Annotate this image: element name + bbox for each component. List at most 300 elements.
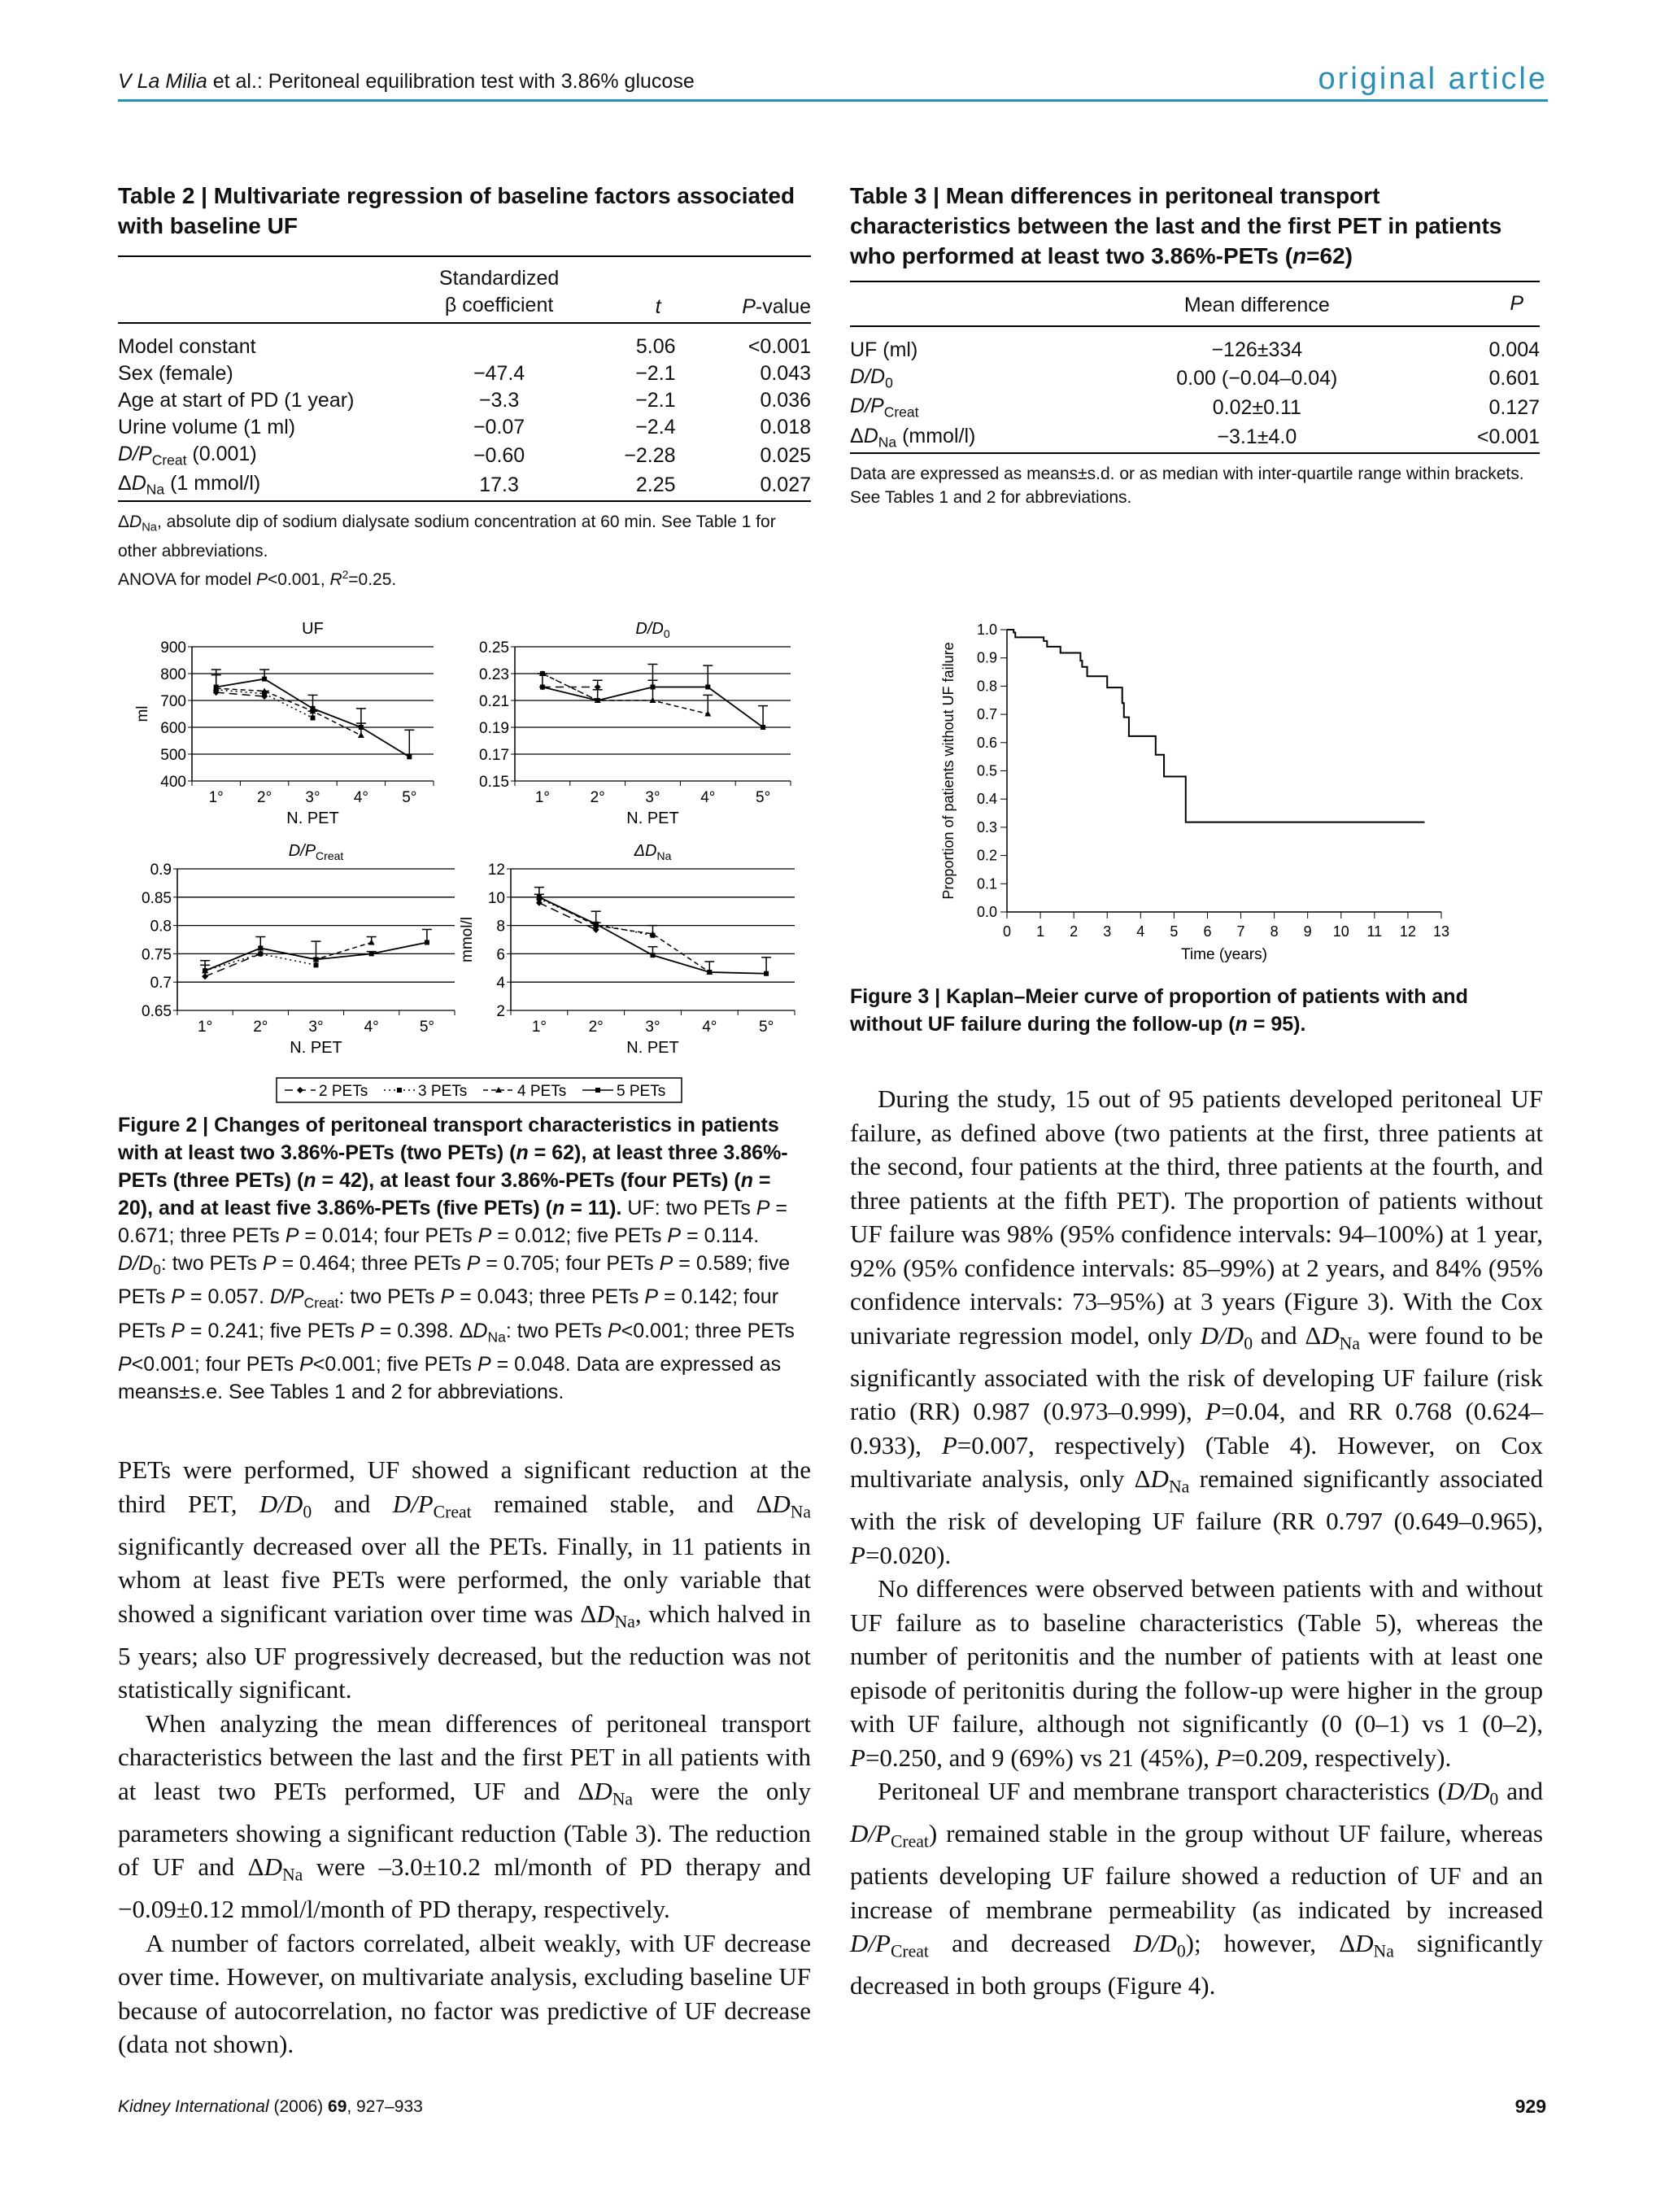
text-run: =0.020). [865,1540,952,1569]
table-row [850,393,1540,422]
x-tick-label: 4° [364,1019,379,1036]
mean-difference-cell: −126±334 [1211,338,1303,361]
row-label [850,393,1057,422]
text-run: D/P [850,1929,891,1957]
text-run: = 0.014; four PETs [299,1224,478,1247]
x-tick-label: 0 [1002,923,1012,940]
text-run: =0.25. [348,570,397,590]
header-title: et al.: Peritoneal equilibration test with 3.86% glucose [207,70,695,93]
text-run: D [594,1776,612,1805]
text-run: = 0.142; four PETs [118,1285,779,1342]
table-row [850,326,1540,364]
x-tick-label: 8 [1270,923,1279,940]
text-run: During the study, 15 out of 95 patients developed peritoneal UF failure, as defined above (two patients at the first, three patients at the second, four patients at the third, three patients at the fourth, and three patients at the fifth PET). The proportion of patients without UF failure was 98% (95% confidence intervals: 94–100%) at 1 year, 92% (95% confidence intervals: 85–99%) at 2 years, and 84% (95% confidence intervals: 73–95%) at 3 years (Figure 3). With the Cox univariate regression model, only [850,1084,1543,1350]
col-header-beta-1: Standardized [438,267,560,290]
y-tick-label: 0.3 [976,818,997,835]
paragraph [850,1082,1543,1572]
y-tick-label: 900 [160,639,186,657]
text-run: D/D [259,1489,303,1518]
y-tick-label: 0.85 [142,889,172,907]
y-tick-label: 0.7 [976,706,997,723]
body-left-column [118,1453,811,2061]
text-run: A number of factors correlated, albeit weakly, with UF decrease over time. However, on multivariate analysis, excluding baseline UF because of autocorrelation, no factor was predictive of UF decrease (data not shown). [118,1928,811,2058]
text-run: n [551,1197,565,1219]
text-run: Creat [890,1831,929,1852]
text-run: D [473,1319,488,1342]
y-axis-label: Proportion of patients without UF failure [940,642,957,900]
table-2 [118,181,811,591]
text-run: P [171,1285,185,1309]
text-run: n [1292,243,1307,268]
text-run: D [1150,1464,1169,1493]
text-run: Δ [118,472,132,495]
x-tick-label: 3° [308,1019,324,1036]
text-run: (1 mmol/l) [164,472,261,495]
text-run: D/P [269,1285,304,1309]
text-run: D [131,472,146,495]
text-run: Na [146,481,165,498]
text-run: Na [614,1612,635,1631]
text-run: Na [790,1502,811,1521]
row-label [118,470,423,500]
paragraph [850,1572,1543,1774]
beta-cell: −3.3 [478,389,520,412]
y-tick-label: 0.23 [479,666,509,683]
paragraph [850,1774,1543,2003]
text-run: P [440,1285,455,1309]
text-run: Figure 2 | Changes of peritoneal transport characteristics in patients with at least two 3.86%-PETs (two PETs) ( [118,1114,779,1164]
text-run: = 42), at least four 3.86%-PETs (four PETs) ( [316,1169,741,1192]
legend-label: 2 PETs [319,1083,368,1100]
text-run: P [118,1352,132,1376]
table-note [118,510,811,563]
text-run: Data are expressed as means±s.d. or as median with inter-quartile range within brackets. [850,464,1524,483]
row-label [118,414,423,441]
text-run: =0.209, respectively). [1231,1743,1452,1772]
text-run: 0 [303,1502,312,1521]
text-run: were the only parameters showing a significant reduction (Table 3). The reduction of UF and Δ [118,1776,811,1881]
table-note [850,486,1540,509]
p-value-cell: 0.043 [760,362,811,385]
t-cell: −2.4 [635,416,676,438]
x-tick-label: 11 [1366,923,1383,940]
text-run: = 0.705; four PETs [480,1252,660,1275]
text-run: When analyzing the mean differences of peritoneal transport characteristics between the last and the first PET in all patients with at least two PETs performed, UF and Δ [118,1708,811,1805]
col-header-mean: Mean difference [1183,294,1330,316]
body-right-column [850,1082,1543,2003]
text-run: P [360,1319,374,1342]
p-value-cell: 0.027 [760,473,811,496]
beta-cell: −0.07 [473,416,525,438]
y-tick-label: 0.9 [150,862,172,879]
section-label: original article [1318,62,1548,96]
text-run: n [1235,1013,1248,1036]
p-value-cell: 0.601 [1488,366,1540,390]
text-run: = 0.398. Δ [373,1319,473,1342]
y-axis-label: mmol/l [459,917,476,962]
text-run: 0 [1244,1333,1253,1353]
title-subscript: Creat [316,849,344,862]
mean-difference-cell: −3.1±4.0 [1217,425,1297,449]
p-value-cell: <0.001 [747,335,811,358]
text-run: <0.001; three PETs [621,1319,795,1342]
x-tick-label: 2° [253,1019,268,1036]
x-tick-label: 4° [702,1019,717,1036]
text-run: Creat [303,1294,339,1311]
y-tick-label: 0.9 [976,649,997,666]
journal-year: (2006) [268,2097,329,2116]
text-run: Creat [883,404,919,421]
text-run: Na [142,520,157,534]
text-run: Model constant [118,335,256,358]
text-run: P [171,1319,185,1342]
x-tick-label: 5 [1170,923,1179,940]
p-value-cell: 0.018 [760,416,811,438]
text-run: : two PETs [505,1319,608,1342]
y-axis-label: ml [134,705,151,722]
text-run: : two PETs [160,1252,263,1275]
text-run: 0 [1489,1789,1499,1809]
text-run: P [262,1252,277,1275]
col-header-p: P [1510,292,1523,315]
text-run: and Δ [1253,1320,1322,1350]
text-run: P [667,1224,682,1247]
x-tick-label: 2 [1070,923,1079,940]
series-line-4-pets [216,688,361,735]
x-axis-label: N. PET [290,1039,342,1057]
text-run: significantly decreased in both groups (Figure 4). [850,1929,1543,2000]
text-run: =62) [1306,243,1353,268]
x-axis-label: N. PET [286,809,339,827]
x-tick-label: 3 [1103,923,1112,940]
text-run: were found to be significantly associated with the risk of developing UF failure (risk ratio (RR) 0.987 (0.973–0.999), [850,1320,1543,1425]
x-tick-label: 4 [1136,923,1145,940]
title-text: UF [302,620,324,638]
p-italic: P [742,295,756,318]
title-subscript: Na [656,849,672,862]
text-run: P [1215,1743,1231,1772]
text-run: =0.04, and RR 0.768 (0.624–0.933), [850,1397,1543,1459]
text-run: , which halved in 5 years; also UF progressively decreased, but the reduction was not statistically significant. [118,1599,811,1704]
text-run: 0 [153,1261,161,1278]
text-run: = 0.464; three PETs [276,1252,467,1275]
text-run: n [740,1169,753,1192]
legend-label: 4 PETs [517,1083,567,1100]
text-run: and [1498,1777,1543,1805]
text-run: P [941,1430,957,1459]
mean-difference-cell: 0.02±0.11 [1212,395,1301,419]
text-run: P [477,1352,491,1376]
row-label [118,323,423,360]
row-label [850,326,1057,364]
table-3-caption [850,181,1540,271]
table-3-notes [850,462,1540,509]
text-run: n [516,1141,529,1164]
y-tick-label: 0.17 [479,747,509,764]
text-run: = 0.012; five PETs [491,1224,668,1247]
text-run: P [644,1285,659,1309]
chart-title [302,620,324,638]
y-tick-label: 0.21 [479,693,509,710]
text-run: P [850,1540,865,1569]
text-run: R [329,570,342,590]
text-run: P [756,1197,770,1219]
text-run: <0.001, [268,570,330,590]
text-run: Urine volume (1 ml) [118,416,296,438]
table-2-notes [118,510,811,592]
text-run: D/P [850,1819,891,1848]
text-run: Table 2 | Multivariate regression of baseline factors associated with baseline UF [118,183,795,238]
survival-curve [1007,630,1424,822]
t-cell: −2.1 [635,362,676,385]
text-run: D/D [850,365,886,388]
x-tick-label: 5° [419,1019,434,1036]
x-tick-label: 1° [534,789,550,806]
title-text: ΔD [634,842,657,860]
data-point [595,1088,600,1093]
table-row [850,364,1540,393]
text-run: P [256,570,268,590]
paragraph [118,1926,811,2061]
series-line-4-pets [539,897,709,972]
t-cell: 5.06 [635,335,676,358]
t-cell: −2.28 [624,443,676,467]
col-header-beta-2: β coefficient [444,294,554,316]
p-value-cell: 0.036 [760,389,811,412]
x-tick-label: 2° [590,789,605,806]
x-tick-label: 4° [700,789,716,806]
beta-cell [423,323,575,360]
text-run: D [863,424,878,447]
chart-title [635,620,669,640]
paragraph [118,1453,811,1707]
y-tick-label: 8 [496,918,505,936]
data-point [258,951,263,956]
table-3 [850,181,1540,509]
x-tick-label: 3° [305,789,320,806]
x-tick-label: 4° [353,789,368,806]
x-tick-label: 7 [1236,923,1245,940]
y-tick-label: 12 [487,862,505,879]
text-run: significantly decreased over all the PETs. Finally, in 11 patients in whom at least five PETs were performed, the only variable that showed a significant variation over time was Δ [118,1531,811,1628]
x-axis-label: Time (years) [1181,946,1267,963]
row-label [118,387,423,414]
title-text: D/D [635,620,664,638]
text-run: Δ [118,512,130,531]
text-run: <0.001; four PETs [131,1352,300,1376]
table-3-grid [850,281,1540,454]
data-point [397,1088,402,1093]
table-row [118,414,811,441]
text-run: remained stable, and Δ [471,1489,773,1518]
table-row [118,323,811,360]
text-run: P [607,1319,621,1342]
text-run: Creat [433,1502,472,1521]
text-run: D [264,1852,282,1881]
text-run: = 0.671; three PETs [118,1197,788,1247]
beta-cell: −0.60 [473,443,525,467]
x-tick-label: 3° [645,1019,660,1036]
t-cell: −2.1 [635,389,676,412]
y-tick-label: 800 [160,666,186,683]
text-run: (0.001) [186,443,257,465]
x-tick-label: 6 [1203,923,1212,940]
x-tick-label: 5° [756,789,771,806]
row-label [850,423,1057,453]
text-run: = 11). [564,1197,622,1219]
text-run: D/P [850,395,884,418]
y-tick-label: 0.15 [479,774,509,791]
y-tick-label: 0.1 [976,875,997,892]
table-note [118,563,811,591]
text-run: and decreased [928,1929,1134,1957]
journal-name: Kidney International [118,2097,269,2116]
text-run: Peritoneal UF and membrane transport characteristics ( [878,1777,1446,1805]
y-tick-label: 6 [496,946,505,964]
p-value-cell: <0.001 [1476,425,1540,449]
header-rule [118,99,1548,102]
table-row [118,360,811,387]
table-row [118,441,811,470]
y-tick-label: 0.7 [150,975,172,993]
text-run: D [1321,1320,1340,1350]
col-header-p [694,292,811,323]
text-run: <0.001; five PETs [312,1352,477,1376]
x-tick-label: 1° [531,1019,547,1036]
text-run: D/D [118,1252,154,1275]
text-run: = 0.057. [184,1285,270,1309]
text-run: UF (ml) [850,338,918,361]
text-run: Creat [151,452,187,469]
text-run: = 0.589; five PETs [118,1252,791,1309]
text-run: P [285,1224,299,1247]
col-header-t: t [655,295,661,318]
p-value-cell: 0.004 [1488,338,1540,361]
y-tick-label: 400 [160,774,186,791]
y-tick-label: 0.8 [150,918,172,936]
text-run: = 20), and at least five 3.86%-PETs (five PETs) ( [118,1169,771,1219]
y-tick-label: 4 [496,975,505,993]
running-header [118,70,695,94]
x-tick-label: 12 [1399,923,1416,940]
text-run: P [299,1352,313,1376]
text-run: = 0.048. Data are expressed as means±s.e. See Tables 1 and 2 for abbreviations. [118,1352,782,1403]
text-run: Na [878,433,897,450]
text-run: D/D [1445,1777,1490,1805]
x-tick-label: 5° [402,789,417,806]
text-run: = 0.241; five PETs [184,1319,361,1342]
x-tick-label: 9 [1303,923,1312,940]
x-tick-label: 5° [759,1019,774,1036]
y-tick-label: 0.6 [976,734,997,751]
row-label [850,364,1057,393]
y-tick-label: 2 [496,1003,505,1020]
x-tick-label: 1° [208,789,224,806]
text-run: D [1355,1929,1374,1957]
y-tick-label: 0.0 [976,904,997,920]
text-run: ); however, Δ [1185,1929,1356,1957]
y-tick-label: 0.19 [479,720,509,737]
beta-cell: 17.3 [479,473,519,496]
text-run: UF: two PETs [621,1197,756,1219]
series-line-2-pets [216,692,264,696]
text-run: P [850,1743,865,1772]
x-tick-label: 2° [257,789,272,806]
text-run: D/P [392,1489,434,1518]
t-cell: 2.25 [635,473,676,496]
title-text: D/P [288,842,316,860]
footer-citation [118,2097,423,2117]
row-label [118,441,423,470]
text-run: remained significantly associated with the risk of developing UF failure (RR 0.797 (0.649–0.965), [850,1464,1544,1535]
text-run: P [477,1224,492,1247]
x-tick-label: 2° [588,1019,604,1036]
title-subscript: 0 [663,627,670,640]
text-run: D [129,512,142,531]
x-tick-label: 1 [1036,923,1045,940]
text-run: Na [612,1789,634,1808]
text-run: Na [281,1865,303,1885]
chart-title [289,842,344,862]
text-run: ANOVA for model [118,570,257,590]
text-run: Na [487,1328,506,1345]
x-tick-label: 3° [645,789,660,806]
x-tick-label: 10 [1332,923,1349,940]
text-run: = 0.043; three PETs [454,1285,645,1309]
text-run: = 95). [1247,1013,1306,1036]
y-tick-label: 1.0 [976,622,997,638]
chart-title [634,842,672,862]
text-run: D/D [1133,1929,1177,1957]
y-tick-label: 0.25 [479,639,509,657]
text-run: were –3.0±10.2 ml/month of PD therapy and −0.09±0.12 mmol/l/month of PD therapy, respectively. [118,1852,811,1923]
paragraph [118,1707,811,1926]
text-run: Table 3 | Mean differences in peritoneal transport characteristics between the last and the first PET in patients who performed at least two 3.86%-PETs ( [850,183,1502,268]
text-run: 0 [1176,1941,1186,1961]
text-run: =0.250, and 9 (69%) vs 21 (45%), [865,1743,1216,1772]
text-run: P [659,1252,673,1275]
text-run: Na [1373,1941,1394,1961]
text-run: = 62), at least three 3.86%-PETs (three PETs) ( [118,1141,788,1192]
row-label [118,360,423,387]
beta-cell: −47.4 [473,362,525,385]
x-axis-label: N. PET [626,809,679,827]
y-tick-label: 0.75 [142,946,172,964]
table-row [118,387,811,414]
text-run: D [596,1599,615,1628]
y-tick-label: 700 [160,693,186,710]
text-run: Δ [850,424,864,447]
figure-3-kaplan-meier [935,610,1464,976]
text-run: No differences were observed between patients with and without UF failure as to baseline characteristics (Table 5), whereas the number of peritonitis and the number of patients with at least one episode of peritonitis during the follow-up were higher in the group with UF failure, although not significantly (0 (0–1) vs 1 (0–2), [850,1574,1543,1738]
table-2-caption [118,181,811,241]
text-run: and [312,1489,393,1518]
text-run: , absolute dip of sodium dialysate sodium concentration at 60 min. See Table 1 for other abbreviations. [118,512,776,561]
text-run: = 0.114. [681,1224,760,1247]
y-tick-label: 0.4 [976,791,997,808]
text-run: =0.007, respectively) (Table 4). However, on Cox multivariate analysis, only Δ [850,1430,1544,1493]
x-tick-label: 13 [1432,923,1450,940]
text-run: P [466,1252,481,1275]
series-line-2-pets [205,953,260,976]
y-tick-label: 0.65 [142,1003,172,1020]
table-row [118,470,811,500]
text-run: n [303,1169,316,1192]
text-run: Sex (female) [118,362,233,385]
p-rest: -value [755,295,811,318]
y-tick-label: 500 [160,747,186,764]
figure-2-charts [118,610,817,1108]
